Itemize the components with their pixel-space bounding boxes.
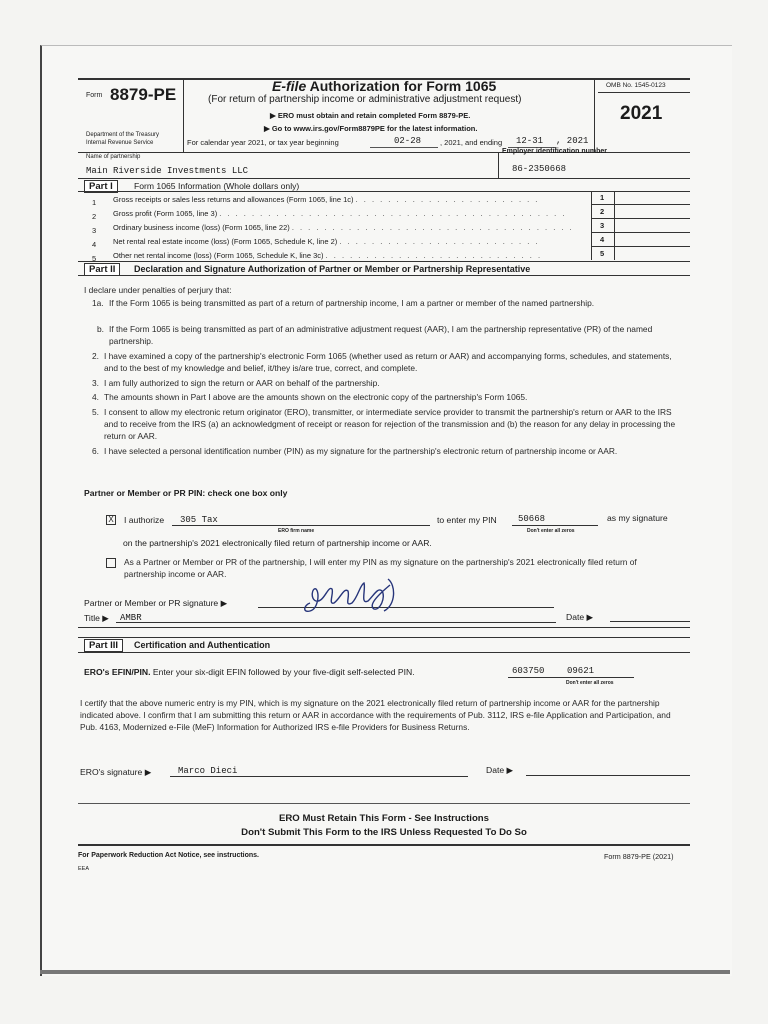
name-row-rule	[78, 178, 690, 179]
pin-heading: Partner or Member or PR PIN: check one box only	[84, 488, 288, 498]
pin-rule	[512, 525, 598, 526]
part1-line-text: Net rental real estate income (loss) (Form 1065, Schedule K, line 2) . . . . . . . . . . . . . . . . . . . . . . . . .	[113, 237, 540, 246]
part1-bottom-rule	[78, 261, 690, 262]
part2-bottom-rule	[78, 627, 690, 628]
part1-amount-divider	[614, 191, 615, 260]
declaration-number: 5.	[92, 407, 99, 417]
department-line1: Department of the Treasury	[86, 132, 160, 138]
declaration-number: 3.	[92, 378, 99, 388]
ein-label: Employer identification number	[502, 148, 608, 155]
part1-title: Form 1065 Information (Whole dollars only)	[134, 181, 300, 191]
part1-line-text: Other net rental income (loss) (Form 1065, Schedule K, line 3c) . . . . . . . . . . . . . . . . . . . . . . . . . . .	[113, 251, 543, 260]
pin-zeros-caption: Don't enter all zeros	[527, 528, 575, 534]
begin-date-rule	[370, 147, 438, 148]
declaration-number: 4.	[92, 392, 99, 402]
part1-box-number: 5	[600, 249, 605, 258]
rental-real-estate-amount[interactable]	[616, 234, 688, 245]
footer-rule	[78, 844, 690, 846]
declaration-text: I am fully authorized to sign the return or AAR on behalf of the partnership.	[104, 378, 380, 388]
ero-signature-label: ERO's signature ▶	[80, 767, 152, 777]
partner-signature-label: Partner or Member or PR signature ▶	[84, 598, 228, 608]
declaration-text: I have selected a personal identification number (PIN) as my signature for the partnership's electronic return of partnership income or AAR.	[104, 446, 618, 456]
part1-line-number: 3	[92, 226, 97, 235]
eea-mark: EEA	[78, 866, 90, 872]
department-line2: Internal Revenue Service	[86, 140, 154, 146]
part3-tag: Part III	[84, 639, 123, 652]
partner-date-rule[interactable]	[610, 621, 690, 622]
partner-enter-pin-checkbox[interactable]	[106, 558, 116, 568]
header-left-divider	[183, 80, 184, 152]
partner-pin-field[interactable]: 50668	[518, 514, 546, 524]
retain-form-line: ERO Must Retain This Form - See Instructions	[278, 813, 490, 824]
gross-receipts-amount[interactable]	[616, 192, 688, 203]
part3-title: Certification and Authentication	[134, 640, 271, 650]
part1-box-number: 4	[600, 235, 605, 244]
ero-certification-text: I certify that the above numeric entry is my PIN, which is my signature on the 2021 electronically filed return of partnership income or AAR for the partnership indicated above. I confirm that I am submitting this return or AAR in accordance with the requirements of Pub. 3112, IRS e-file Application and Participation, and Pub. 4163, Modernized e-File (MeF) Information for Authorized IRS e-file Providers for Business Returns.	[80, 698, 671, 732]
year-and-ending-label: , 2021, and ending	[440, 138, 503, 147]
ordinary-income-amount[interactable]	[616, 220, 688, 231]
title-label: Title ▶	[84, 613, 109, 623]
ero-date-label: Date ▶	[486, 765, 514, 775]
tax-year-begin[interactable]: 02-28	[394, 136, 422, 146]
part1-line-number: 4	[92, 240, 97, 249]
end-year-suffix: , 2021	[556, 136, 589, 146]
part1-row-rule	[591, 246, 690, 247]
omb-number: OMB No. 1545-0123	[606, 82, 666, 89]
header-right-divider	[594, 80, 595, 152]
declaration-number: b.	[97, 324, 104, 334]
enter-pin-label: to enter my PIN	[437, 515, 497, 525]
part1-line-text: Gross profit (Form 1065, line 3) . . . . . . . . . . . . . . . . . . . . . . . . . . . . . . . . . . . . . . . . . . .	[113, 209, 567, 218]
part1-line-text: Gross receipts or sales less returns and allowances (Form 1065, line 1c) . . . . . . . . . . . . . . . . . . . . . . .	[113, 195, 540, 204]
ero-signature-field[interactable]: Marco Dieci	[178, 766, 238, 776]
calendar-year-label: For calendar year 2021, or tax year beginning	[187, 138, 339, 147]
title-field[interactable]: AMBR	[120, 613, 142, 623]
gross-profit-amount[interactable]	[616, 206, 688, 217]
declaration-text: If the Form 1065 is being transmitted as part of an administrative adjustment request (AAR), I am the partnership representative (PR) of the named partnership.	[109, 324, 653, 346]
part2-tag: Part II	[84, 263, 120, 276]
footer-top-rule	[78, 803, 690, 804]
other-rental-amount[interactable]	[616, 248, 688, 259]
part1-box-number: 3	[600, 221, 605, 230]
omb-rule	[598, 92, 690, 93]
efin-pin-label: ERO's EFIN/PIN. Enter your six-digit EFIN followed by your five-digit self-selected PIN.	[84, 667, 415, 677]
part1-row-rule	[591, 204, 690, 205]
part3-title-rule	[78, 652, 690, 653]
part1-box-number: 2	[600, 207, 605, 216]
declaration-intro: I declare under penalties of perjury that:	[84, 285, 232, 295]
ero-firm-name-field[interactable]: 305 Tax	[180, 515, 218, 525]
authorize-continuation: on the partnership's 2021 electronically filed return of partnership income or AAR.	[123, 538, 432, 548]
part1-tag: Part I	[84, 180, 118, 193]
form-title: E-file Authorization for Form 1065	[272, 78, 497, 94]
efin-rule	[508, 677, 634, 678]
ero-signature-rule	[170, 776, 468, 777]
ein-divider	[498, 152, 499, 178]
tax-year-end[interactable]: 12-31	[516, 136, 544, 146]
paperwork-notice: For Paperwork Reduction Act Notice, see instructions.	[78, 852, 259, 859]
authorize-ero-checkbox[interactable]: X	[106, 515, 116, 525]
part3-top-rule	[78, 637, 690, 638]
declaration-number: 6.	[92, 446, 99, 456]
tax-year: 2021	[620, 103, 663, 124]
declaration-text: If the Form 1065 is being transmitted as part of a return of partnership income, I am a partner or member of the named partnership.	[109, 298, 595, 308]
instruction-retain: ▶ ERO must obtain and retain completed Form 8879-PE.	[270, 111, 471, 120]
form-reference: Form 8879-PE (2021)	[604, 852, 674, 861]
ero-date-rule[interactable]	[526, 775, 690, 776]
title-rule	[116, 622, 556, 623]
partner-enter-pin-text: As a Partner or Member or PR of the partnership, I will enter my PIN as my signature on the partnership's 2021 electronically filed return of partnership income or AAR.	[124, 557, 637, 579]
form-number: 8879-PE	[110, 85, 177, 104]
declaration-text: The amounts shown in Part I above are the amounts shown on the electronic copy of the partnership's Form 1065.	[104, 392, 528, 402]
form-prefix: Form	[86, 92, 103, 99]
ero-firm-caption: ERO firm name	[278, 528, 315, 534]
part1-box-divider	[591, 191, 592, 260]
partner-handwritten-signature[interactable]	[298, 575, 408, 619]
declaration-text: I have examined a copy of the partnership's electronic Form 1065 (whether used as return or AAR) and accompanying forms, schedules, and statements, and to the best of my knowledge and belief, it/they is/are true, correct, and complete.	[104, 351, 672, 373]
part1-line-number: 2	[92, 212, 97, 221]
partnership-name-label: Name of partnership	[86, 154, 141, 160]
form-subtitle: (For return of partnership income or administrative adjustment request)	[208, 94, 522, 105]
part1-line-text: Ordinary business income (loss) (Form 1065, line 22) . . . . . . . . . . . . . . . . . . . . . . . . . . . . . . . . . . .	[113, 223, 574, 232]
declaration-number: 2.	[92, 351, 99, 361]
part1-row-rule	[591, 232, 690, 233]
part2-title-rule	[78, 275, 690, 276]
ein-field[interactable]: 86-2350668	[512, 164, 567, 174]
ero-pin-field[interactable]: 09621	[567, 666, 595, 676]
ero-firm-rule	[172, 525, 430, 526]
page-edge	[40, 970, 730, 974]
partner-date-label: Date ▶	[566, 612, 594, 622]
part1-box-number: 1	[600, 193, 605, 202]
partnership-name-field[interactable]: Main Riverside Investments LLC	[86, 166, 249, 176]
part1-line-number: 1	[92, 198, 97, 207]
ero-efin-field[interactable]: 603750	[512, 666, 545, 676]
declaration-number: 1a.	[92, 298, 104, 308]
part2-title: Declaration and Signature Authorization of Partner or Member or Partnership Representative	[134, 264, 531, 274]
efin-zeros-caption: Don't enter all zeros	[566, 680, 614, 686]
declaration-text: I consent to allow my electronic return originator (ERO), transmitter, or intermediate service provider to transmit the partnership's return or AAR to the IRS and to receive from the IRS (a) an acknowledgment of receipt or reason for rejection of the transmission and (b) the reason for any delay in processing the return or AAR.	[104, 407, 676, 441]
authorize-label: I authorize	[124, 515, 165, 525]
part1-row-rule	[591, 218, 690, 219]
dont-submit-line: Don't Submit This Form to the IRS Unless Requested To Do So	[241, 827, 527, 838]
instruction-website: ▶ Go to www.irs.gov/Form8879PE for the latest information.	[264, 124, 478, 133]
as-signature-label: as my signature	[607, 513, 668, 523]
part1-title-rule	[78, 191, 690, 192]
part1-line-number: 5	[92, 254, 97, 263]
